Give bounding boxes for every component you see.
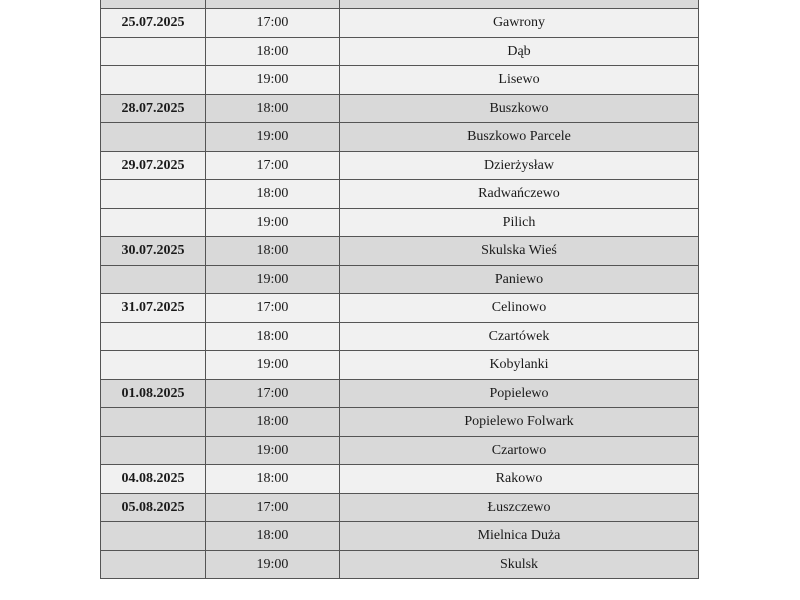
- table-row: [101, 550, 699, 579]
- time-cell: 19:00: [206, 123, 340, 152]
- date-cell: 25.07.2025: [101, 9, 206, 38]
- time-cell: 19:00: [206, 208, 340, 237]
- place-cell: Skulsk: [340, 550, 699, 579]
- date-cell: [101, 66, 206, 95]
- date-cell: [101, 37, 206, 66]
- date-cell: 31.07.2025: [101, 294, 206, 323]
- time-cell: 19:00: [206, 66, 340, 95]
- date-cell: [101, 522, 206, 551]
- date-cell: [101, 322, 206, 351]
- date-cell: 28.07.2025: [101, 94, 206, 123]
- table-row: [101, 493, 699, 522]
- place-cell: Czartówek: [340, 322, 699, 351]
- place-cell: Dąb: [340, 37, 699, 66]
- time-cell: 17:00: [206, 151, 340, 180]
- table-row: [101, 123, 699, 152]
- table-row: [101, 522, 699, 551]
- date-cell: [101, 436, 206, 465]
- time-cell: [206, 0, 340, 9]
- date-cell: [101, 265, 206, 294]
- table-row: [101, 66, 699, 95]
- table-row: [101, 265, 699, 294]
- table-row: [101, 94, 699, 123]
- table-row: [101, 322, 699, 351]
- date-cell: 30.07.2025: [101, 237, 206, 266]
- table-row: [101, 37, 699, 66]
- place-cell: Popielewo: [340, 379, 699, 408]
- date-cell: [101, 351, 206, 380]
- table-row: [101, 379, 699, 408]
- place-cell: Czartowo: [340, 436, 699, 465]
- time-cell: 19:00: [206, 550, 340, 579]
- time-cell: 19:00: [206, 351, 340, 380]
- time-cell: 18:00: [206, 94, 340, 123]
- date-cell: [101, 180, 206, 209]
- date-cell: 29.07.2025: [101, 151, 206, 180]
- time-cell: 18:00: [206, 237, 340, 266]
- date-cell: 04.08.2025: [101, 465, 206, 494]
- place-cell: Lisewo: [340, 66, 699, 95]
- date-cell: 01.08.2025: [101, 379, 206, 408]
- time-cell: 18:00: [206, 465, 340, 494]
- schedule-table: [100, 0, 699, 579]
- date-cell: 05.08.2025: [101, 493, 206, 522]
- time-cell: 17:00: [206, 379, 340, 408]
- place-cell: Rakowo: [340, 465, 699, 494]
- table-row: [101, 294, 699, 323]
- place-cell: Łuszczewo: [340, 493, 699, 522]
- time-cell: 17:00: [206, 294, 340, 323]
- date-cell: [101, 550, 206, 579]
- place-cell: Skulska Wieś: [340, 237, 699, 266]
- place-cell: Pilich: [340, 208, 699, 237]
- table-row: [101, 436, 699, 465]
- time-cell: 18:00: [206, 37, 340, 66]
- time-cell: 18:00: [206, 180, 340, 209]
- time-cell: 19:00: [206, 265, 340, 294]
- place-cell: Mielnica Duża: [340, 522, 699, 551]
- table-row: [101, 9, 699, 38]
- table-row: [101, 237, 699, 266]
- place-cell: Gawrony: [340, 9, 699, 38]
- place-cell: Buszkowo: [340, 94, 699, 123]
- table-row: [101, 408, 699, 437]
- date-cell: [101, 123, 206, 152]
- place-cell: Kobylanki: [340, 351, 699, 380]
- time-cell: 18:00: [206, 522, 340, 551]
- table-row: [101, 0, 699, 9]
- schedule-table-body: [101, 0, 699, 579]
- time-cell: 18:00: [206, 322, 340, 351]
- place-cell: Dzierżysław: [340, 151, 699, 180]
- date-cell: [101, 408, 206, 437]
- table-row: [101, 351, 699, 380]
- place-cell: Celinowo: [340, 294, 699, 323]
- place-cell: [340, 0, 699, 9]
- time-cell: 19:00: [206, 436, 340, 465]
- place-cell: Radwańczewo: [340, 180, 699, 209]
- table-row: [101, 180, 699, 209]
- time-cell: 17:00: [206, 9, 340, 38]
- place-cell: Buszkowo Parcele: [340, 123, 699, 152]
- place-cell: Popielewo Folwark: [340, 408, 699, 437]
- date-cell: [101, 208, 206, 237]
- date-cell: [101, 0, 206, 9]
- table-row: [101, 465, 699, 494]
- time-cell: 18:00: [206, 408, 340, 437]
- place-cell: Paniewo: [340, 265, 699, 294]
- time-cell: 17:00: [206, 493, 340, 522]
- table-row: [101, 151, 699, 180]
- table-row: [101, 208, 699, 237]
